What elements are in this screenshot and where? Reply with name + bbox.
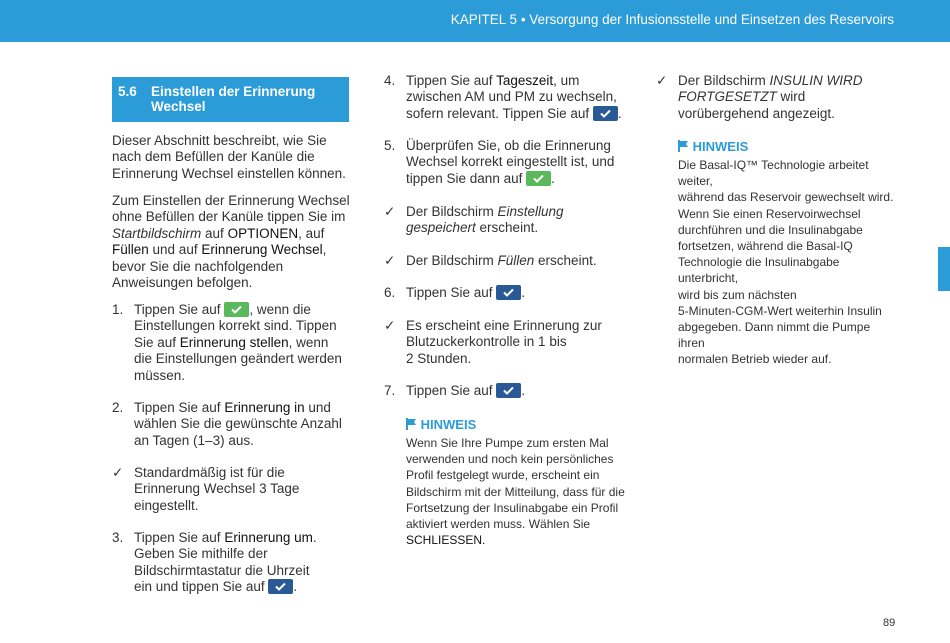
- checkmark-button-icon: [224, 302, 249, 317]
- section-heading: [112, 77, 349, 122]
- note-heading: HINWEIS: [678, 139, 748, 155]
- section-number: 5.6: [118, 84, 137, 99]
- checkmark-icon: ✓: [384, 318, 396, 333]
- startbildschirm-term: Startbildschirm: [112, 225, 202, 241]
- checkmark-icon: ✓: [384, 253, 396, 268]
- step-number: 5.: [384, 138, 396, 153]
- intro-paragraph: Dieser Abschnitt beschreibt, wie Sie nach dem Befüllen der Kanüle die Erinnerung Wechsel einstellen können.: [112, 133, 346, 181]
- middle-column: 4. Tippen Sie auf Tageszeit, um zwischen AM und PM zu wechseln, sofern relevant. Tippen Sie auf . 5. Überprüfen Sie, ob die Erinnerung Wechsel korrekt eingestellt ist, und tippen Sie dann auf . ✓ Der Bildschirm Einstellung gespeichert erscheint. ✓ Der Bildschirm Füllen erscheint. 6. Tippen Sie auf . ✓ Es erscheint eine Erinnerung zur Blutzuckerkontrolle in 1 bis 2 Stunden. 7. Tippen Sie auf . HINWEIS Wenn Sie Ihre Pumpe zum ersten Mal verwenden und noch kein persönliches Profil festgelegt wurde, erscheint ein Bildschirm mit der Mitteilung, dass für die Fortsetzung der Insulinabgabe ein Profil aktiviert werden muss. Wählen Sie SCHLIESSEN.: [384, 73, 634, 573]
- chapter-tab: [938, 247, 950, 291]
- checkmark-icon: ✓: [656, 73, 668, 88]
- step-number: 6.: [384, 285, 396, 300]
- right-column: ✓ Der Bildschirm INSULIN WIRD FORTGESETZT wird vorübergehend angezeigt. HINWEIS Die Basal-IQ™ Technologie arbeitet weiter, während das Reservoir gewechselt wird. Wenn Sie einen Reservoirwechsel durchführen und die Insulinabgabe fortsetzen, während die Basal-IQ Technologie die Insulinabgabe unterbricht, wird bis zum nächsten 5-Minuten-CGM-Wert weiterhin Insulin abgegeben. Dann nimmt die Pumpe ihren normalen Betrieb wieder auf.: [656, 73, 896, 333]
- step-number: 3.: [112, 530, 124, 545]
- step-number: 7.: [384, 383, 396, 398]
- step-number: 4.: [384, 73, 396, 88]
- step-number: 2.: [112, 400, 124, 415]
- fuellen-term: Füllen: [112, 242, 149, 258]
- note-body: Die Basal-IQ™ Technologie arbeitet weiter, während das Reservoir gewechselt wird. Wenn Sie einen Reservoirwechsel durchführen und die Insulinabgabe fortsetzen, während die Basal-IQ Technologie die Insulinabgabe unterbricht, wird bis zum nächsten 5-Minuten-CGM-Wert weiterhin Insulin abgegeben. Dann nimmt die Pumpe ihren normalen Betrieb wieder auf.: [678, 158, 894, 367]
- checkmark-button-icon: [496, 383, 521, 398]
- section-title: Einstellen der Erinnerung Wechsel: [151, 84, 316, 114]
- checkmark-button-icon: [268, 579, 293, 594]
- checkmark-icon: ✓: [384, 204, 396, 219]
- optionen-term: OPTIONEN: [227, 225, 299, 241]
- chapter-header: [0, 0, 950, 42]
- checkmark-icon: ✓: [112, 465, 124, 480]
- checkmark-button-icon: [496, 285, 521, 300]
- instructions-paragraph: Zum Einstellen der Erinnerung Wechsel ohne Befüllen der Kanüle tippen Sie im Startbildschirm auf OPTIONEN, auf Füllen und auf Erinnerung Wechsel, bevor Sie die nachfolgenden Anweisungen befolgen.: [112, 193, 350, 291]
- flag-icon: [406, 418, 417, 430]
- erinnerung-wechsel-term: Erinnerung Wechsel: [201, 242, 323, 258]
- note-heading: HINWEIS: [406, 417, 476, 433]
- left-column: Dieser Abschnitt beschreibt, wie Sie nach dem Befüllen der Kanüle die Erinnerung Wechsel einstellen können. Zum Einstellen der Erinnerung Wechsel ohne Befüllen der Kanüle tippen Sie im Startbildschirm auf OPTIONEN, auf Füllen und auf Erinnerung Wechsel, bevor Sie die nachfolgenden Anweisungen befolgen. 1. Tippen Sie auf , wenn die Einstellungen korrekt sind. Tippen Sie auf Erinnerung stellen, wenn die Einstellungen geändert werden müssen. 2. Tippen Sie auf Erinnerung in und wählen Sie die gewünschte Anzahl an Tagen (1–3) aus. ✓ Standardmäßig ist für die Erinnerung Wechsel 3 Tage eingestellt. 3. Tippen Sie auf Erinnerung um. Geben Sie mithilfe der Bildschirmtastatur die Uhrzeit ein und tippen Sie auf .: [112, 133, 350, 595]
- chapter-title: KAPITEL 5 • Versorgung der Infusionsstelle und Einsetzen des Reservoirs: [450, 12, 894, 27]
- page-number: 89: [883, 617, 896, 629]
- flag-icon: [678, 140, 689, 152]
- checkmark-button-icon: [526, 171, 551, 186]
- note-body: Wenn Sie Ihre Pumpe zum ersten Mal verwenden und noch kein persönliches Profil festgelegt wurde, erscheint ein Bildschirm mit der Mitteilung, dass für die Fortsetzung der Insulinabgabe ein Profil aktiviert werden muss. Wählen Sie SCHLIESSEN.: [406, 436, 625, 548]
- step-number: 1.: [112, 302, 124, 317]
- checkmark-button-icon: [593, 106, 618, 121]
